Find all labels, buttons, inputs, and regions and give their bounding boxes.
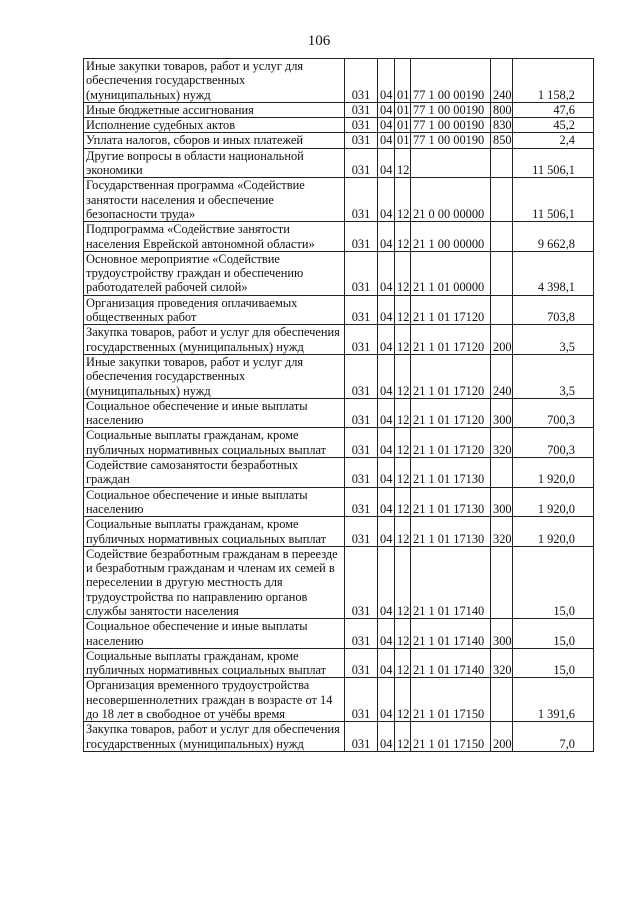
ved-code-cell: 031 [345, 398, 378, 428]
expense-type-cell: 300 [491, 398, 513, 428]
ved-code-cell: 031 [345, 148, 378, 178]
table-row [84, 648, 594, 678]
target-article-cell: 77 1 00 00190 [411, 59, 491, 103]
budget-table [83, 58, 594, 752]
expense-type-cell: 200 [491, 325, 513, 355]
amount-cell: 700,3 [513, 398, 594, 428]
amount-cell: 4 398,1 [513, 251, 594, 295]
row-name-cell: Основное мероприятие «Содействие трудоустройству граждан и обеспечению работодателей рабочей силой» [84, 251, 345, 295]
row-name-cell: Исполнение судебных актов [84, 118, 345, 133]
row-name-cell: Другие вопросы в области национальной экономики [84, 148, 345, 178]
target-article-cell: 21 1 00 00000 [411, 222, 491, 252]
page-number: 106 [307, 33, 331, 49]
target-article-cell: 21 1 01 17120 [411, 325, 491, 355]
expense-type-cell: 800 [491, 102, 513, 117]
ved-code-cell: 031 [345, 517, 378, 547]
ved-code-cell: 031 [345, 295, 378, 325]
expense-type-cell: 240 [491, 354, 513, 398]
table-row [84, 678, 594, 722]
amount-cell: 1 158,2 [513, 59, 594, 103]
section-code-cell: 04 [378, 517, 395, 547]
expense-type-cell: 200 [491, 722, 513, 752]
expense-type-cell [491, 295, 513, 325]
target-article-cell: 77 1 00 00190 [411, 102, 491, 117]
row-name-cell: Подпрограмма «Содействие занятости населения Еврейской автономной области» [84, 222, 345, 252]
amount-cell: 703,8 [513, 295, 594, 325]
subsection-code-cell: 12 [395, 619, 411, 649]
section-code-cell: 04 [378, 722, 395, 752]
target-article-cell: 21 0 00 00000 [411, 178, 491, 222]
table-row [84, 251, 594, 295]
target-article-cell: 21 1 01 17150 [411, 722, 491, 752]
expense-type-cell: 320 [491, 648, 513, 678]
table-row [84, 619, 594, 649]
subsection-code-cell: 12 [395, 148, 411, 178]
section-code-cell: 04 [378, 148, 395, 178]
table-row [84, 428, 594, 458]
amount-cell: 3,5 [513, 325, 594, 355]
amount-cell: 1 391,6 [513, 678, 594, 722]
table-row [84, 546, 594, 618]
expense-type-cell: 320 [491, 428, 513, 458]
expense-type-cell: 830 [491, 118, 513, 133]
section-code-cell: 04 [378, 295, 395, 325]
expense-type-cell: 320 [491, 517, 513, 547]
table-row [84, 458, 594, 488]
target-article-cell: 21 1 01 17140 [411, 648, 491, 678]
subsection-code-cell: 12 [395, 722, 411, 752]
subsection-code-cell: 12 [395, 178, 411, 222]
row-name-cell: Социальное обеспечение и иные выплаты населению [84, 619, 345, 649]
amount-cell: 3,5 [513, 354, 594, 398]
table-row [84, 517, 594, 547]
table-row [84, 398, 594, 428]
section-code-cell: 04 [378, 354, 395, 398]
ved-code-cell: 031 [345, 619, 378, 649]
section-code-cell: 04 [378, 118, 395, 133]
section-code-cell: 04 [378, 222, 395, 252]
table-row [84, 133, 594, 148]
section-code-cell: 04 [378, 398, 395, 428]
amount-cell: 47,6 [513, 102, 594, 117]
amount-cell: 15,0 [513, 619, 594, 649]
amount-cell: 2,4 [513, 133, 594, 148]
section-code-cell: 04 [378, 102, 395, 117]
target-article-cell: 21 1 01 17140 [411, 619, 491, 649]
subsection-code-cell: 12 [395, 517, 411, 547]
ved-code-cell: 031 [345, 133, 378, 148]
expense-type-cell: 300 [491, 619, 513, 649]
expense-type-cell: 850 [491, 133, 513, 148]
table-row [84, 487, 594, 517]
row-name-cell: Социальное обеспечение и иные выплаты населению [84, 398, 345, 428]
expense-type-cell: 240 [491, 59, 513, 103]
target-article-cell: 21 1 01 17130 [411, 487, 491, 517]
subsection-code-cell: 12 [395, 428, 411, 458]
row-name-cell: Уплата налогов, сборов и иных платежей [84, 133, 345, 148]
section-code-cell: 04 [378, 251, 395, 295]
expense-type-cell [491, 251, 513, 295]
target-article-cell: 21 1 01 00000 [411, 251, 491, 295]
amount-cell: 11 506,1 [513, 178, 594, 222]
amount-cell: 700,3 [513, 428, 594, 458]
ved-code-cell: 031 [345, 222, 378, 252]
amount-cell: 11 506,1 [513, 148, 594, 178]
row-name-cell: Организация проведения оплачиваемых общественных работ [84, 295, 345, 325]
table-row [84, 59, 594, 103]
expense-type-cell: 300 [491, 487, 513, 517]
target-article-cell: 21 1 01 17120 [411, 295, 491, 325]
subsection-code-cell: 12 [395, 648, 411, 678]
row-name-cell: Социальное обеспечение и иные выплаты населению [84, 487, 345, 517]
table-row [84, 118, 594, 133]
expense-type-cell [491, 546, 513, 618]
ved-code-cell: 031 [345, 458, 378, 488]
table-row [84, 178, 594, 222]
table-row [84, 102, 594, 117]
subsection-code-cell: 12 [395, 354, 411, 398]
ved-code-cell: 031 [345, 354, 378, 398]
section-code-cell: 04 [378, 648, 395, 678]
ved-code-cell: 031 [345, 648, 378, 678]
section-code-cell: 04 [378, 325, 395, 355]
row-name-cell: Организация временного трудоустройства несовершеннолетних граждан в возрасте от 14 до 18 лет в свободное от учёбы время [84, 678, 345, 722]
ved-code-cell: 031 [345, 59, 378, 103]
table-row [84, 354, 594, 398]
section-code-cell: 04 [378, 678, 395, 722]
expense-type-cell [491, 178, 513, 222]
table-row [84, 148, 594, 178]
subsection-code-cell: 12 [395, 487, 411, 517]
amount-cell: 15,0 [513, 648, 594, 678]
target-article-cell: 21 1 01 17150 [411, 678, 491, 722]
target-article-cell: 21 1 01 17120 [411, 428, 491, 458]
amount-cell: 1 920,0 [513, 517, 594, 547]
row-name-cell: Содействие безработным гражданам в переезде и безработным гражданам и членам их семей в переселении в другую местность для трудоустройства по направлению органов службы занятости населения [84, 546, 345, 618]
row-name-cell: Государственная программа «Содействие занятости населения и обеспечение безопасности труда» [84, 178, 345, 222]
section-code-cell: 04 [378, 619, 395, 649]
ved-code-cell: 031 [345, 325, 378, 355]
target-article-cell: 21 1 01 17130 [411, 517, 491, 547]
row-name-cell: Социальные выплаты гражданам, кроме публичных нормативных социальных выплат [84, 428, 345, 458]
expense-type-cell [491, 148, 513, 178]
amount-cell: 9 662,8 [513, 222, 594, 252]
row-name-cell: Социальные выплаты гражданам, кроме публичных нормативных социальных выплат [84, 648, 345, 678]
row-name-cell: Закупка товаров, работ и услуг для обеспечения государственных (муниципальных) нужд [84, 722, 345, 752]
row-name-cell: Иные бюджетные ассигнования [84, 102, 345, 117]
row-name-cell: Иные закупки товаров, работ и услуг для обеспечения государственных (муниципальных) нужд [84, 354, 345, 398]
subsection-code-cell: 12 [395, 222, 411, 252]
target-article-cell: 77 1 00 00190 [411, 118, 491, 133]
target-article-cell: 21 1 01 17140 [411, 546, 491, 618]
subsection-code-cell: 12 [395, 295, 411, 325]
table-row [84, 325, 594, 355]
subsection-code-cell: 12 [395, 458, 411, 488]
subsection-code-cell: 12 [395, 398, 411, 428]
ved-code-cell: 031 [345, 546, 378, 618]
section-code-cell: 04 [378, 428, 395, 458]
subsection-code-cell: 01 [395, 102, 411, 117]
row-name-cell: Социальные выплаты гражданам, кроме публичных нормативных социальных выплат [84, 517, 345, 547]
target-article-cell: 21 1 01 17130 [411, 458, 491, 488]
amount-cell: 7,0 [513, 722, 594, 752]
subsection-code-cell: 01 [395, 133, 411, 148]
subsection-code-cell: 12 [395, 251, 411, 295]
ved-code-cell: 031 [345, 178, 378, 222]
amount-cell: 1 920,0 [513, 487, 594, 517]
subsection-code-cell: 12 [395, 325, 411, 355]
row-name-cell: Иные закупки товаров, работ и услуг для обеспечения государственных (муниципальных) нужд [84, 59, 345, 103]
target-article-cell: 21 1 01 17120 [411, 398, 491, 428]
target-article-cell [411, 148, 491, 178]
amount-cell: 1 920,0 [513, 458, 594, 488]
expense-type-cell [491, 678, 513, 722]
table-row [84, 295, 594, 325]
section-code-cell: 04 [378, 178, 395, 222]
ved-code-cell: 031 [345, 102, 378, 117]
expense-type-cell [491, 222, 513, 252]
row-name-cell: Закупка товаров, работ и услуг для обеспечения государственных (муниципальных) нужд [84, 325, 345, 355]
target-article-cell: 77 1 00 00190 [411, 133, 491, 148]
section-code-cell: 04 [378, 546, 395, 618]
subsection-code-cell: 12 [395, 678, 411, 722]
ved-code-cell: 031 [345, 428, 378, 458]
subsection-code-cell: 01 [395, 118, 411, 133]
section-code-cell: 04 [378, 133, 395, 148]
ved-code-cell: 031 [345, 118, 378, 133]
section-code-cell: 04 [378, 487, 395, 517]
section-code-cell: 04 [378, 59, 395, 103]
amount-cell: 45,2 [513, 118, 594, 133]
ved-code-cell: 031 [345, 678, 378, 722]
subsection-code-cell: 12 [395, 546, 411, 618]
amount-cell: 15,0 [513, 546, 594, 618]
row-name-cell: Содействие самозанятости безработных граждан [84, 458, 345, 488]
expense-type-cell [491, 458, 513, 488]
subsection-code-cell: 01 [395, 59, 411, 103]
ved-code-cell: 031 [345, 251, 378, 295]
table-row [84, 722, 594, 752]
section-code-cell: 04 [378, 458, 395, 488]
target-article-cell: 21 1 01 17120 [411, 354, 491, 398]
ved-code-cell: 031 [345, 722, 378, 752]
table-row [84, 222, 594, 252]
ved-code-cell: 031 [345, 487, 378, 517]
